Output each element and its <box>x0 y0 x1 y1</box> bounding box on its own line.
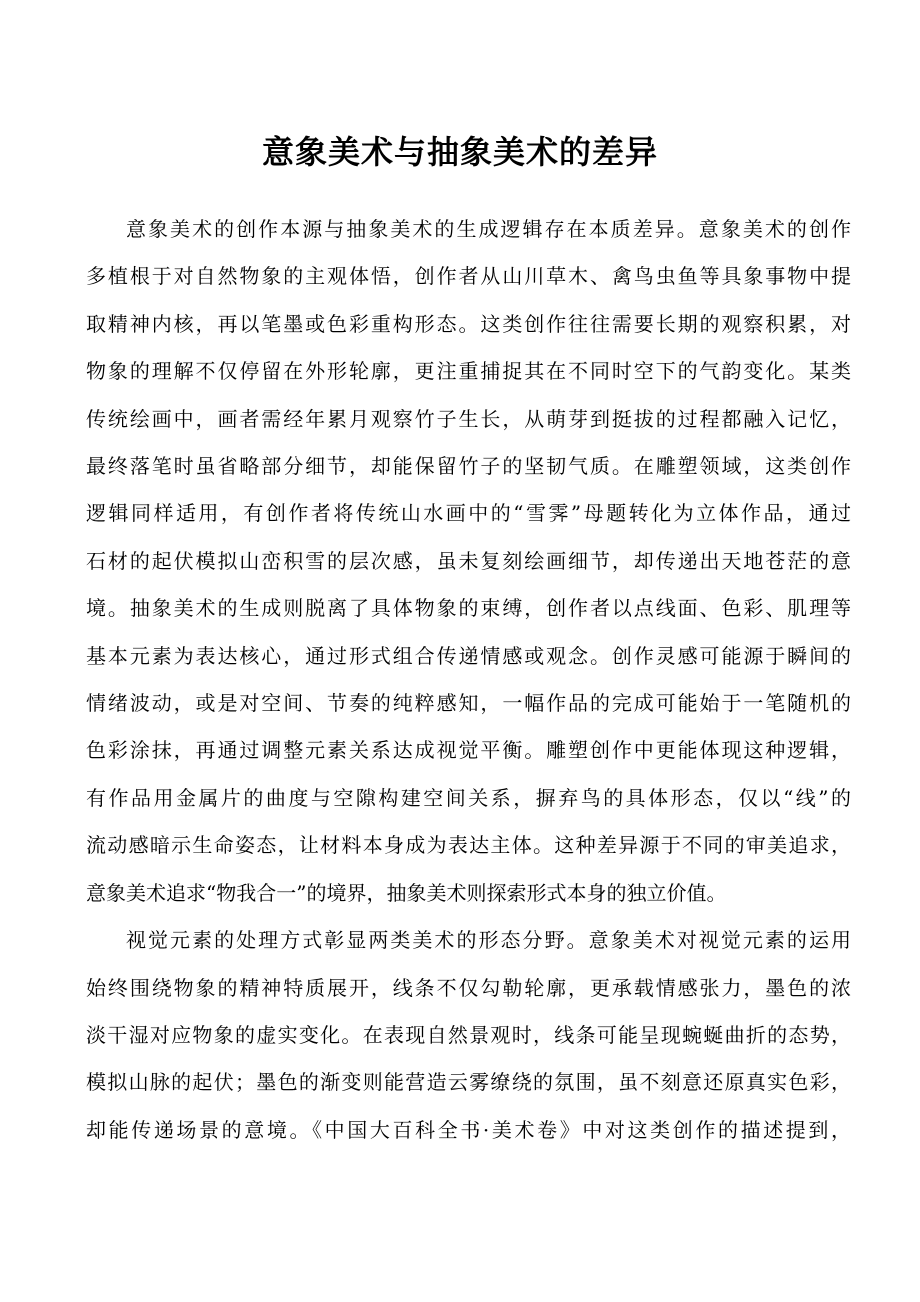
paragraph-line: 物象的理解不仅停留在外形轮廓，更注重捕捉其在不同时空下的气韵变化。某类 <box>86 359 851 384</box>
paragraph-line: 却能传递场景的意境。《中国大百科全书·美术卷》中对这类创作的描述提到， <box>86 1117 851 1142</box>
document-title: 意象美术与抽象美术的差异 <box>261 133 658 171</box>
paragraph-1 <box>86 206 851 917</box>
paragraph-line: 意象美术的创作本源与抽象美术的生成逻辑存在本质差异。意象美术的创作 <box>126 217 851 241</box>
paragraph-line: 最终落笔时虽省略部分细节，却能保留竹子的坚韧气质。在雕塑领域，这类创作 <box>86 454 851 479</box>
document-body <box>86 206 851 1154</box>
paragraph-line: 境。抽象美术的生成则脱离了具体物象的束缚，创作者以点线面、色彩、肌理等 <box>86 596 851 621</box>
paragraph-line: 传统绘画中，画者需经年累月观察竹子生长，从萌芽到挺拔的过程都融入记忆， <box>86 406 851 431</box>
paragraph-line: 淡干湿对应物象的虚实变化。在表现自然景观时，线条可能呈现蜿蜒曲折的态势， <box>86 1022 851 1047</box>
paragraph-line: 始终围绕物象的精神特质展开，线条不仅勾勒轮廓，更承载情感张力，墨色的浓 <box>86 975 851 1000</box>
paragraph-line: 模拟山脉的起伏；墨色的渐变则能营造云雾缭绕的氛围，虽不刻意还原真实色彩， <box>86 1070 851 1095</box>
paragraph-line: 多植根于对自然物象的主观体悟，创作者从山川草木、禽鸟虫鱼等具象事物中提 <box>86 264 851 289</box>
paragraph-line: 有作品用金属片的曲度与空隙构建空间关系，摒弃鸟的具体形态，仅以“线”的 <box>86 785 851 810</box>
paragraph-line: 石材的起伏模拟山峦积雪的层次感，虽未复刻绘画细节，却传递出天地苍茫的意 <box>86 548 851 573</box>
paragraph-line: 取精神内核，再以笔墨或色彩重构形态。这类创作往往需要长期的观察积累，对 <box>86 311 851 336</box>
paragraph-line: 意象美术追求“物我合一”的境界，抽象美术则探索形式本身的独立价值。 <box>86 880 727 905</box>
paragraph-line: 流动感暗示生命姿态，让材料本身成为表达主体。这种差异源于不同的审美追求， <box>86 833 851 858</box>
paragraph-line: 视觉元素的处理方式彰显两类美术的形态分野。意象美术对视觉元素的运用 <box>126 928 851 953</box>
paragraph-line: 逻辑同样适用，有创作者将传统山水画中的“雪霁”母题转化为立体作品，通过 <box>86 501 851 526</box>
paragraph-line: 基本元素为表达核心，通过形式组合传递情感或观念。创作灵感可能源于瞬间的 <box>86 643 851 668</box>
paragraph-line: 情绪波动，或是对空间、节奏的纯粹感知，一幅作品的完成可能始于一笔随机的 <box>86 691 851 716</box>
paragraph-2 <box>86 917 851 1154</box>
paragraph-line: 色彩涂抹，再通过调整元素关系达成视觉平衡。雕塑创作中更能体现这种逻辑， <box>86 738 851 763</box>
